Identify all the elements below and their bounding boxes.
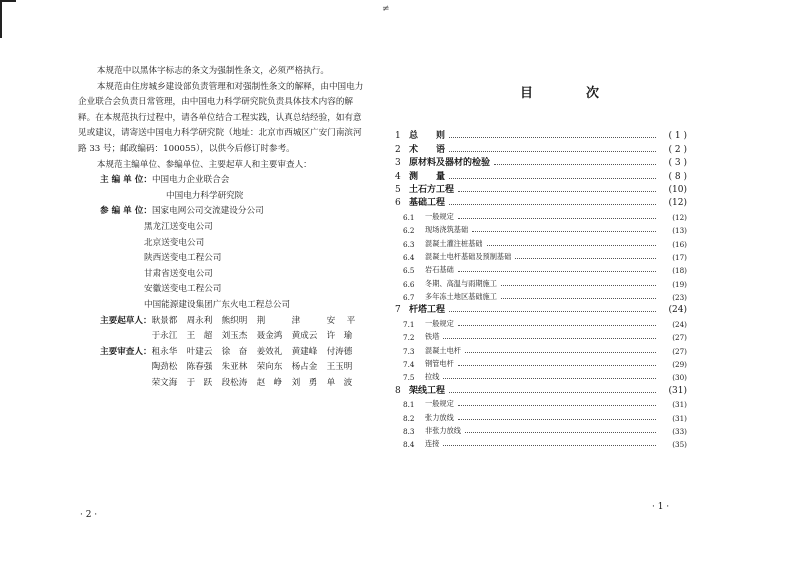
reviewer-name: 奋 (238, 346, 248, 357)
toc-dot-leader (449, 151, 656, 152)
reviewer-name: 叶建云 (186, 346, 213, 357)
toc-entry (395, 141, 687, 154)
reviewers-block (78, 345, 368, 392)
toc-entry-page: (33) (672, 426, 687, 436)
partic-unit-4: 陕西送变电工程公司 (144, 253, 222, 264)
paragraph-management: 本规范由住房城乡建设部负责管理和对强制性条文的解释，由中国电力企业联合会负责日常管理，由中国电力科学研究院负责具体技术内容的解释。在本规范执行过程中，请各单位结合工程实践，认真总结经验，如有意见或建议，请寄送中国电力科学研究院（地址：北京市西城区广安门南滨河路 33 号；邮政编码：100055），以供今后修订时参考。 (78, 81, 364, 154)
toc-entry (395, 369, 687, 382)
toc-entry-number: 8.2 (403, 413, 415, 423)
toc-entry-title: 架线工程 (409, 385, 446, 396)
reviewer-name: 刘 (291, 377, 301, 388)
toc-entry (395, 208, 687, 221)
toc-entry-page: (24) (668, 305, 687, 316)
toc-entry (395, 382, 687, 395)
drafter-name: 荆 (256, 315, 266, 326)
toc-entry-title: 非张力放线 (425, 425, 461, 435)
reviewer-name: 荣文海 (151, 377, 178, 388)
toc-entry-number: 2 (395, 144, 401, 155)
toc-dot-leader (458, 218, 656, 219)
toc-entry-title: 多年冻土地区基础施工 (425, 292, 497, 302)
toc-entry (395, 302, 687, 315)
toc-dot-leader (443, 445, 656, 446)
toc-dot-leader (458, 191, 656, 192)
toc-entry-page: ( 2 ) (668, 144, 687, 155)
drafter-name: 耿景都 (151, 315, 178, 326)
toc-entry-page: (27) (672, 333, 687, 343)
toc-dot-leader (458, 325, 656, 326)
toc-dot-leader (515, 258, 656, 259)
toc-dot-leader (449, 204, 656, 205)
toc-entry-number: 8.4 (403, 440, 415, 450)
toc-entry-number: 6.2 (403, 226, 415, 236)
toc-entry (395, 168, 687, 181)
toc-entry-title: 混凝土电杆 (425, 345, 461, 355)
toc-entry-title: 术 语 (409, 144, 446, 155)
toc-entry-number: 6 (395, 198, 401, 209)
toc-entry-number: 7.3 (403, 346, 415, 356)
reviewer-name: 徐 (221, 346, 231, 357)
toc-dot-leader (501, 298, 656, 299)
toc-entry-title: 原材料及器材的检验 (409, 158, 491, 169)
toc-dot-leader (458, 405, 656, 406)
toc-entry-number: 8.3 (403, 426, 415, 436)
toc-entry-page: (35) (672, 440, 687, 450)
partic-unit-2: 黑龙江送变电公司 (144, 221, 213, 232)
toc-dot-leader (449, 137, 656, 138)
reviewer-name: 陈春强 (186, 362, 213, 373)
toc-entry-page: (29) (672, 360, 687, 370)
toc-entry (395, 222, 687, 235)
partic-units-block (78, 204, 368, 220)
reviewers-label: 主要审查人： (100, 346, 152, 357)
toc-entry-title: 土石方工程 (409, 184, 455, 195)
toc-dot-leader (449, 178, 656, 179)
toc-entry-page: ( 3 ) (668, 158, 687, 169)
reviewer-name: 王玉明 (326, 362, 353, 373)
drafter-name: 瑜 (343, 331, 353, 342)
toc-entry-page: (23) (672, 293, 687, 303)
reviewer-name: 段松涛 (221, 377, 248, 388)
toc-entry-number: 7.1 (403, 319, 415, 329)
toc-entry (395, 262, 687, 275)
partic-unit-3: 北京送变电公司 (144, 237, 205, 248)
right-page-number: · 1 · (652, 502, 670, 512)
reviewer-name: 荣向东 (256, 362, 283, 373)
reviewer-name: 付涛德 (326, 346, 353, 357)
toc-entry-number: 7 (395, 305, 401, 316)
toc-entry-number: 8 (395, 385, 401, 396)
paragraph-units-intro: 本规范主编单位、参编单位、主要起草人和主要审查人： (96, 159, 312, 170)
drafter-name: 许 (326, 331, 336, 342)
toc-entry (395, 195, 687, 208)
toc-entry (395, 155, 687, 168)
toc-entry-page: (18) (672, 266, 687, 276)
table-of-contents (395, 128, 687, 449)
toc-entry-number: 8.1 (403, 400, 415, 410)
drafter-name: 周永利 (186, 315, 213, 326)
toc-entry-title: 总 则 (409, 131, 446, 142)
toc-entry (395, 289, 687, 302)
toc-entry-title: 一般规定 (425, 211, 454, 221)
toc-entry-number: 7.2 (403, 333, 415, 343)
reviewer-name: 黄建峰 (291, 346, 318, 357)
drafter-name: 平 (346, 315, 356, 326)
partic-unit-5: 甘肃省送变电公司 (144, 268, 213, 279)
drafter-name: 熊织明 (221, 315, 248, 326)
toc-entry-title: 钢管电杆 (425, 359, 454, 369)
toc-entry (395, 356, 687, 369)
toc-entry-page: (12) (672, 212, 687, 222)
reviewer-name: 勇 (308, 377, 318, 388)
toc-dot-leader (458, 271, 656, 272)
drafter-name: 超 (203, 331, 213, 342)
toc-entry-title: 岩石基础 (425, 265, 454, 275)
reviewer-name: 租永华 (151, 346, 178, 357)
reviewer-name: 杨占金 (291, 362, 318, 373)
toc-entry-number: 6.1 (403, 212, 415, 222)
toc-entry (395, 128, 687, 141)
toc-entry-number: 3 (395, 158, 401, 169)
toc-entry-page: (16) (672, 239, 687, 249)
toc-entry-page: (24) (672, 319, 687, 329)
reviewer-name: 朱亚林 (221, 362, 248, 373)
toc-entry-title: 拉线 (425, 372, 440, 382)
toc-dot-leader (501, 285, 656, 286)
chief-units-label: 主 编 单 位： (100, 175, 152, 186)
toc-entry (395, 249, 687, 262)
toc-entry-number: 6.3 (403, 239, 415, 249)
crop-mark (0, 0, 16, 38)
toc-entry-number: 7.4 (403, 360, 415, 370)
toc-entry-title: 连接 (425, 439, 440, 449)
reviewer-name: 姜效礼 (256, 346, 283, 357)
drafter-name: 王 (186, 331, 196, 342)
toc-entry (395, 396, 687, 409)
toc-dot-leader (443, 378, 656, 379)
paragraph-mandatory: 本规范中以黑体字标志的条文为强制性条文，必须严格执行。 (96, 66, 329, 76)
reviewer-name: 波 (343, 377, 353, 388)
toc-entry-number: 7.5 (403, 373, 415, 383)
drafter-name: 聂金鸿 (256, 331, 283, 342)
toc-entry-page: (30) (672, 373, 687, 383)
reviewer-name: 于 (186, 377, 196, 388)
reviewers-names (152, 345, 362, 392)
reviewer-name: 峥 (273, 377, 283, 388)
drafter-name: 安 (326, 315, 336, 326)
chief-unit-1: 中国电力企业联合会 (151, 175, 230, 186)
toc-dot-leader (449, 392, 656, 393)
partic-units-label: 参 编 单 位： (100, 206, 152, 217)
drafter-name: 黄成云 (291, 331, 318, 342)
toc-dot-leader (494, 164, 656, 165)
toc-dot-leader (487, 245, 656, 246)
reviewer-name: 赵 (256, 377, 266, 388)
toc-entry (395, 182, 687, 195)
partic-units-list (78, 220, 368, 314)
drafter-name: 津 (291, 315, 301, 326)
toc-entry-title: 杆塔工程 (409, 305, 446, 316)
left-page-number: · 2 · (80, 510, 98, 520)
toc-entry-number: 4 (395, 171, 401, 182)
partic-unit-1: 国家电网公司交流建设分公司 (151, 206, 264, 217)
toc-dot-leader (458, 365, 656, 366)
drafters-label: 主要起草人： (100, 315, 152, 326)
toc-dot-leader (458, 419, 656, 420)
toc-entry-title: 铁塔 (425, 332, 440, 342)
toc-title: 目 次 (520, 86, 620, 101)
toc-entry-title: 张力放线 (425, 412, 454, 422)
toc-entry-title: 基础工程 (409, 198, 446, 209)
toc-entry (395, 315, 687, 328)
toc-entry-title: 一般规定 (425, 399, 454, 409)
toc-dot-leader (443, 338, 656, 339)
toc-entry-title: 一般规定 (425, 318, 454, 328)
toc-entry (395, 436, 687, 449)
drafter-name: 刘玉杰 (221, 331, 248, 342)
toc-entry-page: (19) (672, 279, 687, 289)
toc-entry-number: 6.4 (403, 252, 415, 262)
toc-entry-page: (13) (672, 226, 687, 236)
toc-entry (395, 235, 687, 248)
toc-entry-page: (17) (672, 252, 687, 262)
toc-entry-page: ( 8 ) (668, 171, 687, 182)
left-page-text (78, 64, 368, 391)
drafters-block (78, 314, 368, 345)
drafters-names (152, 314, 362, 345)
toc-entry-number: 1 (395, 131, 401, 142)
toc-entry-page: (31) (672, 400, 687, 410)
scan-speck: ≠ (382, 4, 390, 14)
toc-entry-title: 混凝土电杆基础及预制基础 (425, 251, 512, 261)
reviewer-name: 陶劲松 (151, 362, 178, 373)
toc-entry-title: 混凝土灌注桩基础 (425, 238, 483, 248)
toc-entry (395, 329, 687, 342)
toc-entry-number: 5 (395, 184, 401, 195)
toc-dot-leader (465, 352, 656, 353)
toc-dot-leader (449, 311, 656, 312)
toc-entry (395, 342, 687, 355)
toc-entry-number: 6.5 (403, 266, 415, 276)
toc-entry (395, 423, 687, 436)
chief-unit-2: 中国电力科学研究院 (166, 190, 244, 201)
toc-entry-number: 6.7 (403, 293, 415, 303)
chief-units-block (78, 173, 368, 189)
toc-entry-number: 6.6 (403, 279, 415, 289)
toc-entry (395, 275, 687, 288)
toc-entry-page: (10) (668, 184, 687, 195)
toc-entry-page: (31) (668, 385, 687, 396)
toc-entry (395, 409, 687, 422)
toc-entry-title: 冬期、高温与雨期施工 (425, 278, 497, 288)
partic-unit-6: 安徽送变电工程公司 (144, 284, 222, 295)
toc-entry-page: (27) (672, 346, 687, 356)
toc-entry-title: 现场浇筑基础 (425, 225, 469, 235)
toc-entry-page: (12) (668, 198, 687, 209)
partic-unit-7: 中国能源建设集团广东火电工程总公司 (144, 299, 291, 310)
toc-entry-page: ( 1 ) (668, 131, 687, 142)
toc-dot-leader (472, 231, 656, 232)
toc-dot-leader (465, 432, 656, 433)
toc-entry-title: 测 量 (409, 171, 446, 182)
drafter-name: 于永江 (151, 331, 178, 342)
reviewer-name: 跃 (203, 377, 213, 388)
reviewer-name: 单 (326, 377, 336, 388)
toc-entry-page: (31) (672, 413, 687, 423)
